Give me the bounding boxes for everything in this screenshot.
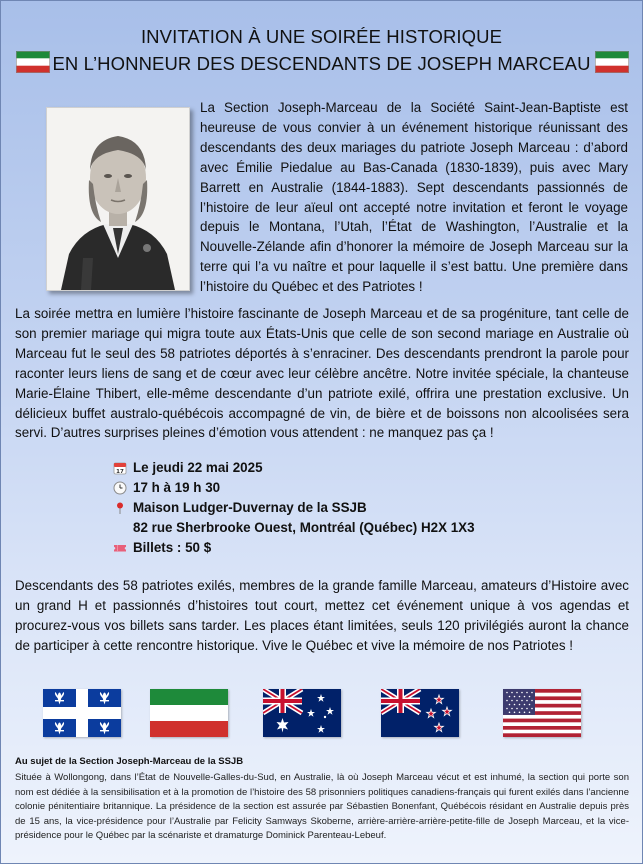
event-venue: Maison Ludger-Duvernay de la SSJB (133, 499, 367, 515)
event-address-row (113, 518, 475, 538)
invitation-subtitle: EN L’HONNEUR DES DESCENDANTS DE JOSEPH MARCEAU (52, 53, 591, 74)
new-zealand-flag-icon (381, 689, 459, 737)
usa-flag-icon (503, 689, 581, 737)
map-pin-icon (113, 501, 127, 515)
clock-icon (113, 481, 127, 495)
event-venue-row (113, 498, 475, 518)
event-date-row (113, 458, 475, 478)
about-title: Au sujet de la Section Joseph-Marceau de la SSJB (15, 756, 244, 767)
event-tickets-row (113, 538, 475, 558)
event-time: 17 h à 19 h 30 (133, 479, 221, 495)
event-time-row (113, 478, 475, 498)
call-to-action-paragraph: Descendants des 58 patriotes exilés, membres de la grande famille Marceau, amateurs d’Histoire avec un grand H et passionnés d’histoires tout court, mettez cet événement unique à vos agendas et procurez-vous vos billets sans tarder. Les places étant limitées, seuls 120 privilégiés auront la chance de participer à cette rencontre historique. Vive le Québec et vive la mémoire de nos Patriotes ! (15, 578, 629, 653)
invitation-title: INVITATION À UNE SOIRÉE HISTORIQUE (140, 26, 503, 47)
event-date: Le jeudi 22 mai 2025 (133, 460, 263, 475)
quebec-flag-icon (43, 689, 121, 737)
svg-text:17: 17 (116, 468, 124, 475)
event-address: 82 rue Sherbrooke Ouest, Montréal (Québec) H2X 1X3 (133, 519, 475, 535)
joseph-marceau-portrait (46, 107, 190, 291)
patriotes-flag-large-icon (150, 689, 228, 737)
about-text: Située à Wollongong, dans l’État de Nouvelle-Galles-du-Sud, en Australie, là où Joseph Marceau vécut et est inhumé, la section qui porte son nom est dédiée à la sensibilisation et à la promotion de l’histoire des 58 prisonniers politiques canadiens-français qui furent exilés dans l’ancienne colonie pénitentiaire britannique. La présidence de la section est assurée par Sébastien Bonenfant, Québécois résidant en Australie depuis près de 15 ans, la vice-présidence pour l’Australie par Felicity Samways Skoberne, arrière-arrière-arrière-petite-fille de Joseph Marceau, et la vice-présidence pour le Québec par la scénariste et dramaturge Dominick Parenteau-Lebeuf. (15, 772, 629, 842)
australia-flag-icon (263, 689, 341, 737)
intro-paragraph: La Section Joseph-Marceau de la Société Saint-Jean-Baptiste est heureuse de vous convier à un événement historique réunissant des descendants des deux mariages du patriote Joseph Marceau : d’abord avec Émilie Piedalue au Bas-Canada (1830-1839), puis avec Mary Barrett en Australie (1844-1883). Sept descendants passionnés de l’histoire de leur aïeul ont accepté notre invitation et feront le voyage depuis le Montana, l’Utah, l’État de Washington, l’Australie et la Nouvelle-Zélande afin d’honorer la mémoire de Joseph Marceau sur la terre qui l’a vu naître et pour laquelle il s’est battu. Une première dans l’histoire du Québec et des Patriotes ! (200, 100, 628, 295)
ticket-icon (113, 541, 127, 555)
calendar-icon (113, 461, 127, 475)
event-tickets: Billets : 50 $ (133, 539, 212, 555)
flags-row (1, 689, 643, 737)
program-paragraph: La soirée mettra en lumière l’histoire fascinante de Joseph Marceau et de sa progéniture, tant celle de son premier mariage qui migra toute aux États-Unis que celle de son second mariage en Australie où Marceau fut le seul des 58 patriotes déportés à s’enraciner. Des descendants prendront la parole pour raconter leurs liens de sang et de cœur avec leur célèbre ancêtre. Notre invitée spéciale, la chanteuse Marie-Élaine Thibert, elle-même descendante d’un patriote exilé, offrira une prestation exclusive. Un délicieux buffet australo-québécois accompagné de vin, de bière et de boissons non alcoolisées sera servi. D’autres surprises pleines d’émotion vous attendent : ne manquez pas ça ! (15, 306, 629, 441)
event-details (113, 458, 475, 558)
